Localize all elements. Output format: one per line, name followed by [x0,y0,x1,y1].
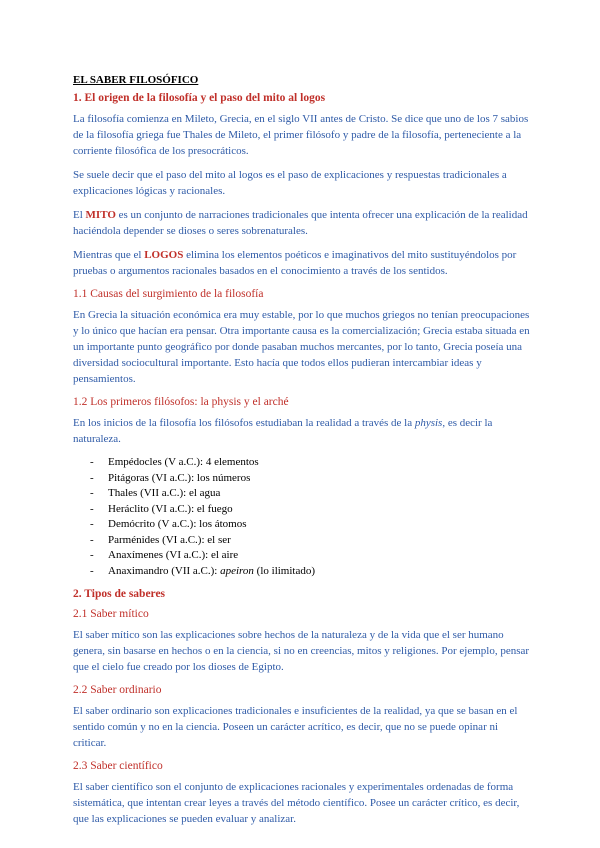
section-2-2-heading: 2.2 Saber ordinario [73,684,162,696]
list-dash: - [90,471,94,484]
list-item-text: (lo ilimitado) [253,564,316,577]
list-item-text: Demócrito (V a.C.): los átomos [108,518,247,530]
list-item-text: Heráclito (VI a.C.): el fuego [108,502,233,515]
text-fragment: , es decir la naturaleza. [73,417,493,445]
list-item-text: Pitágoras (VI a.C.): los números [108,471,251,484]
section-2-1-paragraph: El saber mítico son las explicaciones sobre hechos de la naturaleza y de la vida que el ser humano genera, sin basarse en hechos o en la ciencia, si no en creencias, mitos y religiones. Por ejemplo, pensar que el cielo fue creado por los dioses de Egipto. [73,629,530,673]
mito-keyword: MITO [85,209,116,221]
text-fragment: Mientras que el [73,249,145,261]
section-1-paragraph-logos [73,247,533,279]
section-1-paragraph-1: La filosofía comienza en Mileto, Grecia, en el siglo VII antes de Cristo. Se dice que uno de los 7 sabios de la filosofía griega fue Thales de Mileto, el primer filósofo y padre de la filosofía, perteneciente a la corriente filosófica de los presocráticos. [73,113,529,157]
section-2-2-paragraph: El saber ordinario son explicaciones tradicionales e insuficientes de la realidad, ya que se basan en el sentido común y no en la ciencia. Poseen un carácter acrítico, es decir, que no se puede opinar ni criticar. [73,705,518,749]
apeiron-term: apeiron [220,564,254,577]
document-page [73,73,533,835]
section-1-heading: 1. El origen de la filosofía y el paso del mito al logos [73,92,326,104]
list-item [73,502,533,518]
text-fragment: elimina los elementos poéticos e imaginativos del mito sustituyéndolos por pruebas o argumentos racionales basados en el conocimiento a través de los sentidos. [73,249,517,277]
section-1-2-paragraph [73,415,533,447]
philosophers-list [73,455,533,579]
list-item-text: Anaxímenes (VI a.C.): el aire [108,549,239,561]
list-item-text: Anaximandro (VII a.C.): [108,564,221,577]
text-fragment: es un conjunto de narraciones tradicionales que intenta ofrecer una explicación de la realidad haciéndola depender se dioses o seres sobrenaturales. [73,209,528,237]
list-item [73,548,533,564]
list-item-text: Empédocles (V a.C.): 4 elementos [108,456,259,468]
document-title: EL SABER FILOSÓFICO [73,74,199,86]
text-fragment: En los inicios de la filosofía los filósofos estudiaban la realidad a través de la [73,417,415,429]
section-2-heading: 2. Tipos de saberes [73,588,166,600]
section-1-1-paragraph: En Grecia la situación económica era muy estable, por lo que muchos griegos no tenían preocupaciones y lo único que hacían era pensar. Otra importante causa es la comercialización; Grecia estaba situada en un importante punto geográfico por donde pasaban muchos mercantes, por lo tanto, Grecia poseía una diversidad sociocultural importante. Esto hacía que todos ellos pudieran intercambiar ideas y pensamientos. [73,309,530,385]
logos-keyword: LOGOS [144,249,184,261]
list-dash: - [90,456,94,468]
text-fragment: El [73,209,86,221]
list-item [73,471,533,487]
list-dash: - [90,549,94,561]
list-item-text: Parménides (VI a.C.): el ser [108,533,231,546]
list-item [73,517,533,533]
list-item [73,533,533,549]
physis-term: physis [414,417,443,429]
section-1-paragraph-2: Se suele decir que el paso del mito al logos es el paso de explicaciones y respuestas tradicionales a explicaciones lógicas y racionales. [73,169,507,197]
list-dash: - [90,533,94,546]
list-item [73,486,533,502]
list-item [73,455,533,471]
list-dash: - [90,518,94,530]
list-item-text: Thales (VII a.C.): el agua [108,487,221,499]
list-dash: - [90,502,94,515]
section-2-3-heading: 2.3 Saber científico [73,760,163,772]
list-dash: - [90,564,94,577]
list-dash: - [90,487,94,499]
section-2-1-heading: 2.1 Saber mítico [73,608,149,620]
section-1-1-heading: 1.1 Causas del surgimiento de la filosofía [73,288,264,300]
section-1-2-heading: 1.2 Los primeros filósofos: la physis y el arché [73,396,289,408]
list-item [73,564,533,580]
section-2-3-paragraph: El saber científico son el conjunto de explicaciones racionales y experimentales ordenadas de forma sistemática, que intentan crear leyes a través del método científico. Posee un carácter crítico, es decir, que las explicaciones se pueden evaluar y analizar. [73,781,520,825]
section-1-paragraph-mito [73,207,533,239]
